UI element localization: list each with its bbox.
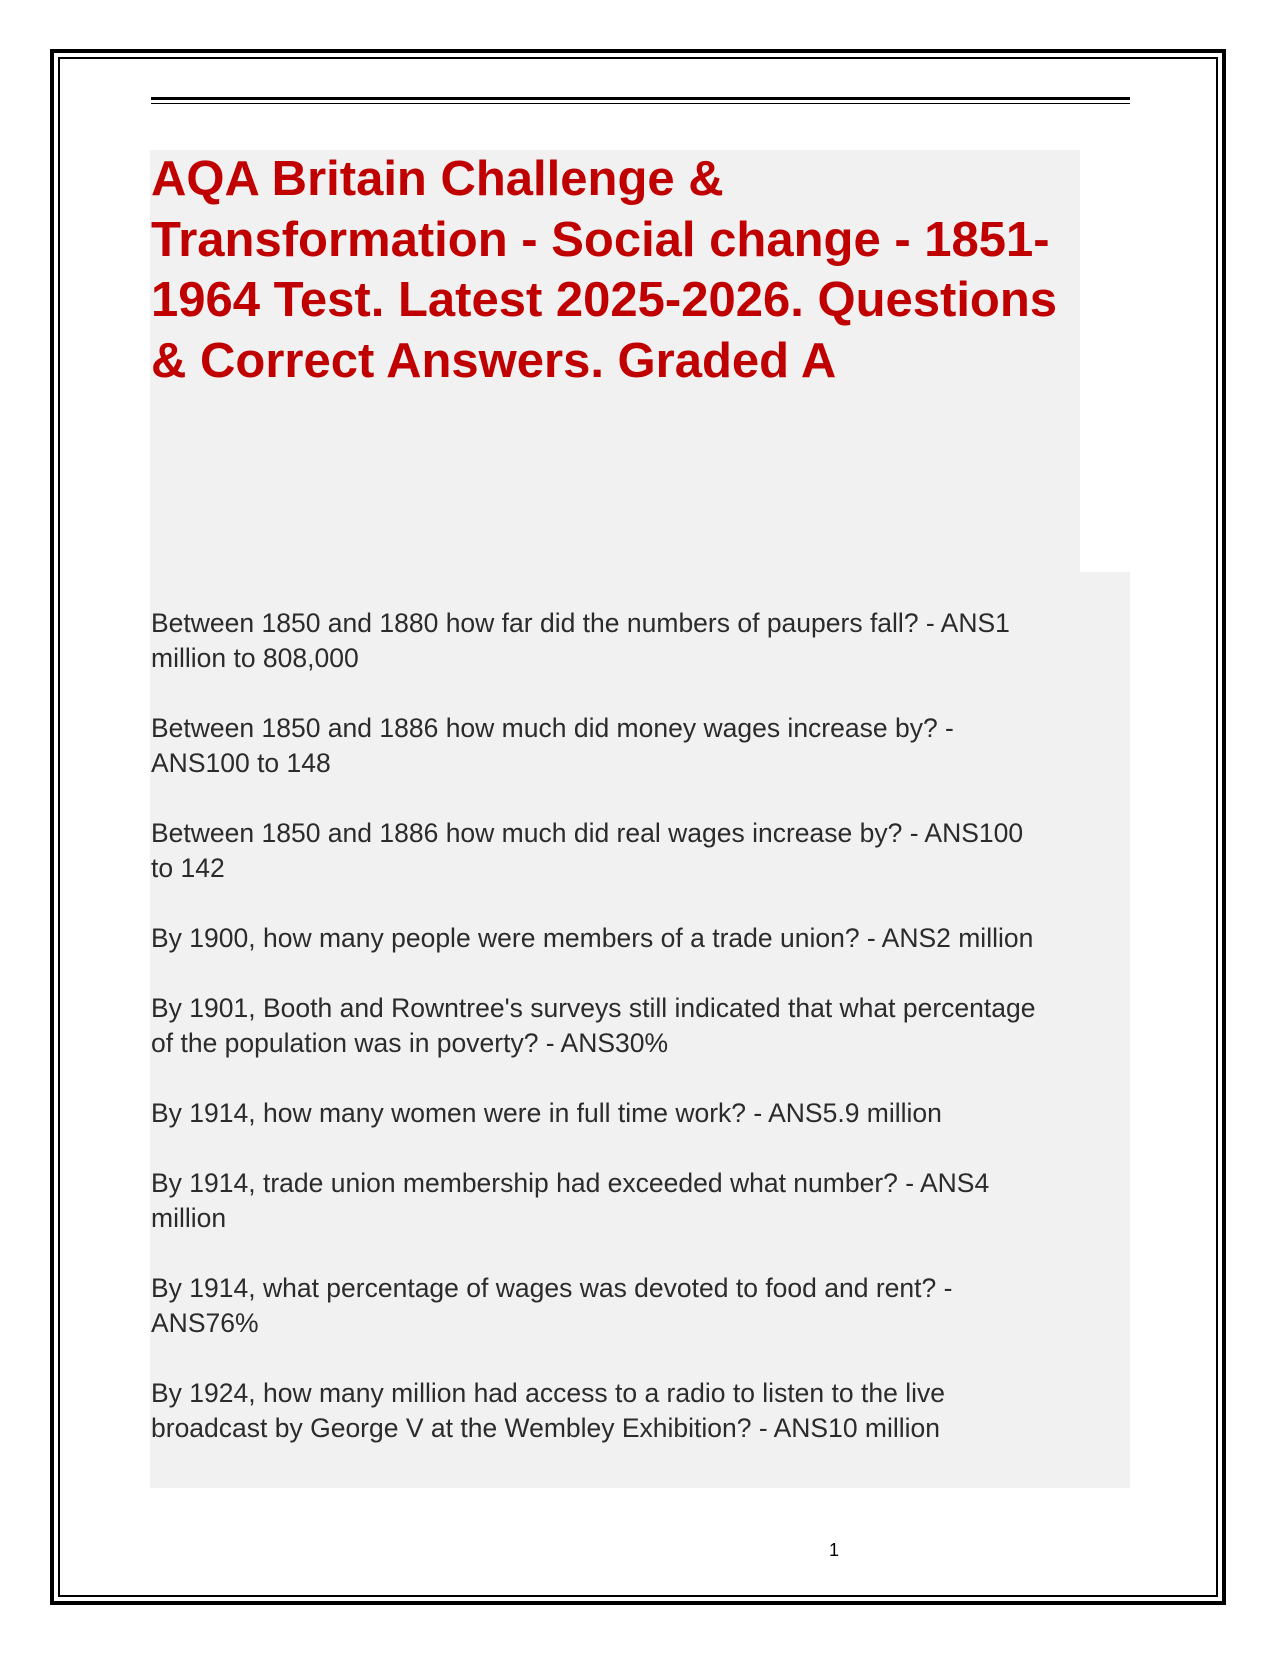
qa-item-2: Between 1850 and 1886 how much did money wages increase by? - ANS100 to 148 bbox=[151, 713, 954, 778]
qa-item-5: By 1901, Booth and Rowntree's surveys still indicated that what percentage of the population was in poverty? - ANS30% bbox=[151, 993, 1036, 1058]
qa-item-7: By 1914, trade union membership had exceeded what number? - ANS4 million bbox=[151, 1168, 990, 1233]
qa-item-1: Between 1850 and 1880 how far did the numbers of paupers fall? - ANS1 million to 808,000 bbox=[151, 608, 1010, 673]
qa-item-4: By 1900, how many people were members of a trade union? - ANS2 million bbox=[151, 923, 1034, 953]
page-number: 1 bbox=[828, 1540, 839, 1560]
qa-item-3: Between 1850 and 1886 how much did real wages increase by? - ANS100 to 142 bbox=[151, 818, 1024, 883]
qa-item-8: By 1914, what percentage of wages was devoted to food and rent? - ANS76% bbox=[151, 1273, 953, 1338]
header-rule bbox=[151, 97, 1130, 104]
document-title: AQA Britain Challenge & Transformation - Social change - 1851-1964 Test. Latest 2025-2026. Questions & Correct Answers. Graded A bbox=[151, 152, 1058, 388]
qa-item-6: By 1914, how many women were in full time work? - ANS5.9 million bbox=[151, 1098, 942, 1128]
qa-item-9: By 1924, how many million had access to a radio to listen to the live broadcast by George V at the Wembley Exhibition? - ANS10 million bbox=[151, 1378, 945, 1443]
qa-list bbox=[151, 606, 1131, 1481]
